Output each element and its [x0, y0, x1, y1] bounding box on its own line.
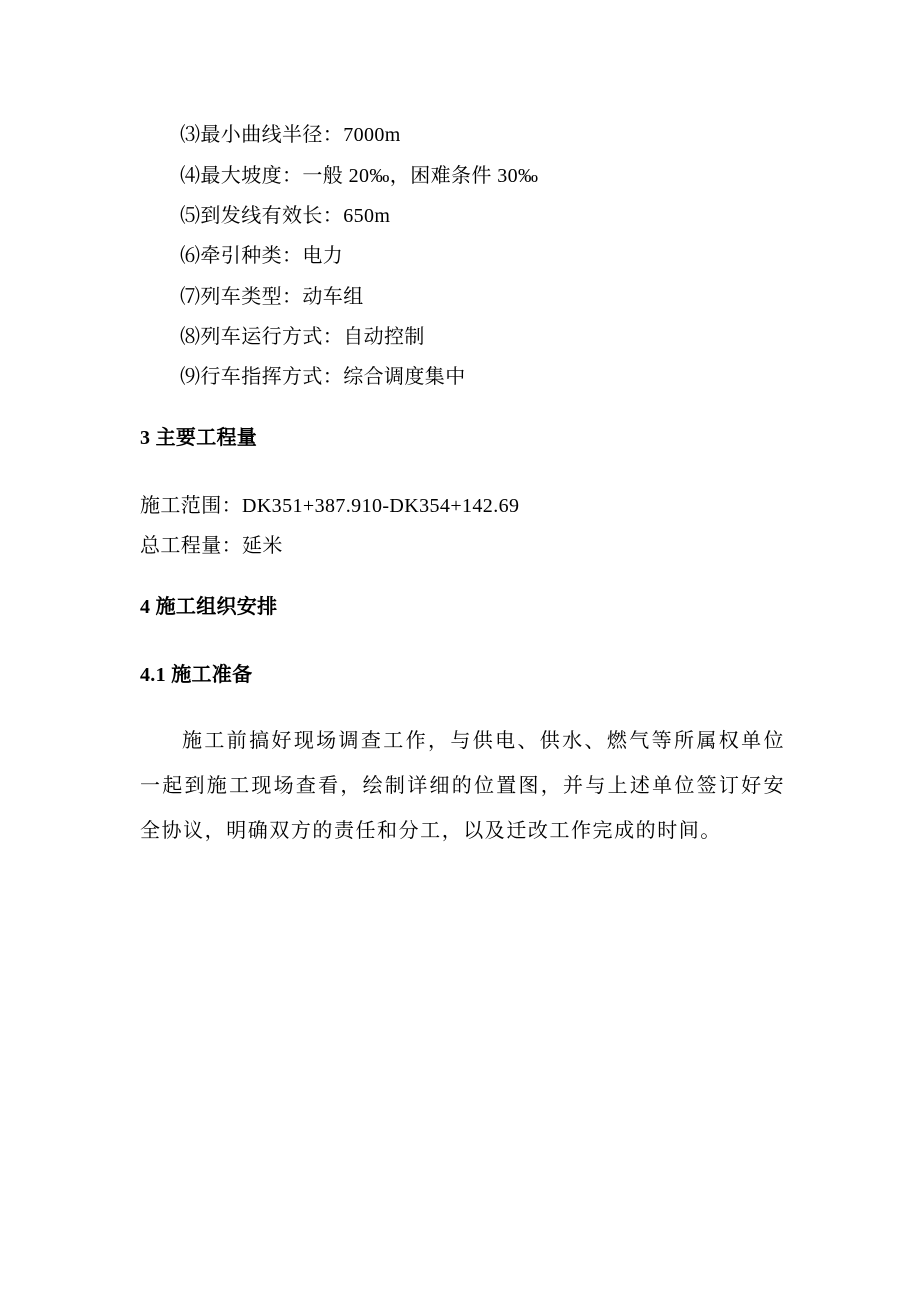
section-4-heading: 4 施工组织安排 [140, 596, 278, 618]
construction-scope: 施工范围：DK351+387.910-DK354+142.69 [140, 495, 520, 517]
param-min-curve-radius: ⑶最小曲线半径：7000m [180, 124, 401, 146]
param-siding-effective-length: ⑸到发线有效长：650m [180, 205, 391, 227]
section-4-1-heading: 4.1 施工准备 [140, 664, 253, 686]
param-max-gradient: ⑷最大坡度：一般 20‰，困难条件 30‰ [180, 165, 539, 187]
preparation-paragraph: 施工前搞好现场调查工作，与供电、供水、燃气等所属权单位一起到施工现场查看，绘制详细的位置图，并与上述单位签订好安全协议，明确双方的责任和分工，以及迁改工作完成的时间。 [140, 730, 785, 842]
param-traction-type: ⑹牵引种类：电力 [180, 245, 344, 267]
param-operation-mode: ⑻列车运行方式：自动控制 [180, 326, 425, 348]
param-train-type: ⑺列车类型：动车组 [180, 286, 364, 308]
param-dispatch-mode: ⑼行车指挥方式：综合调度集中 [180, 366, 466, 388]
section-3-heading: 3 主要工程量 [140, 427, 258, 449]
total-quantity: 总工程量：延米 [140, 535, 283, 557]
